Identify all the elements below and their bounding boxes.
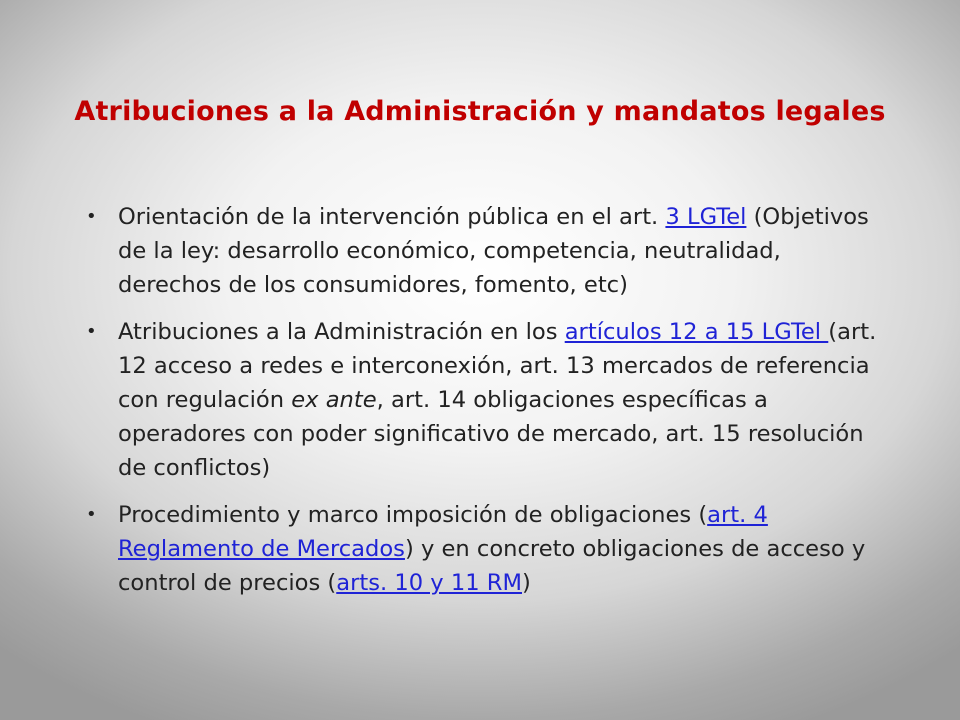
bullet-dot-icon: • [86,206,97,227]
bullet-text: ) y en concreto obligaciones de acceso y control de precios ( [118,536,866,596]
bullet-text-emphasis: ex ante [291,387,377,413]
link-3-lgtel[interactable]: 3 LGTel [665,204,747,230]
bullet-text: Procedimiento y marco imposición de obligaciones ( [118,502,708,528]
link-arts-10-11-rm[interactable]: arts. 10 y 11 RM [336,570,522,596]
bullet-item-objetivos [80,200,880,302]
link-articulos-12-15-lgtel[interactable]: artículos 12 a 15 LGTel [564,319,829,345]
bullet-dot-icon: • [86,504,97,525]
bullet-text: ) [522,570,531,596]
bullet-list [80,200,880,613]
bullet-text: (Objetivos de la ley: desarrollo económico, competencia, neutralidad, derechos de los consumidores, fomento, etc) [118,204,869,298]
bullet-dot-icon: • [86,321,97,342]
bullet-text: Orientación de la intervención pública en el art. [118,204,666,230]
link-art-4-reglamento-mercados[interactable]: art. 4 Reglamento de Mercados [118,502,768,562]
slide-title: Atribuciones a la Administración y mandatos legales [74,96,886,127]
bullet-text: , art. 14 obligaciones específicas a operadores con poder significativo de mercado, art. 15 resolución de conflictos) [118,387,864,481]
bullet-text: (art. 12 acceso a redes e interconexión, art. 13 mercados de referencia con regulación [118,319,877,413]
bullet-item-atribuciones [80,315,880,485]
bullet-item-procedimiento [80,498,880,600]
bullet-text: Atribuciones a la Administración en los [118,319,565,345]
